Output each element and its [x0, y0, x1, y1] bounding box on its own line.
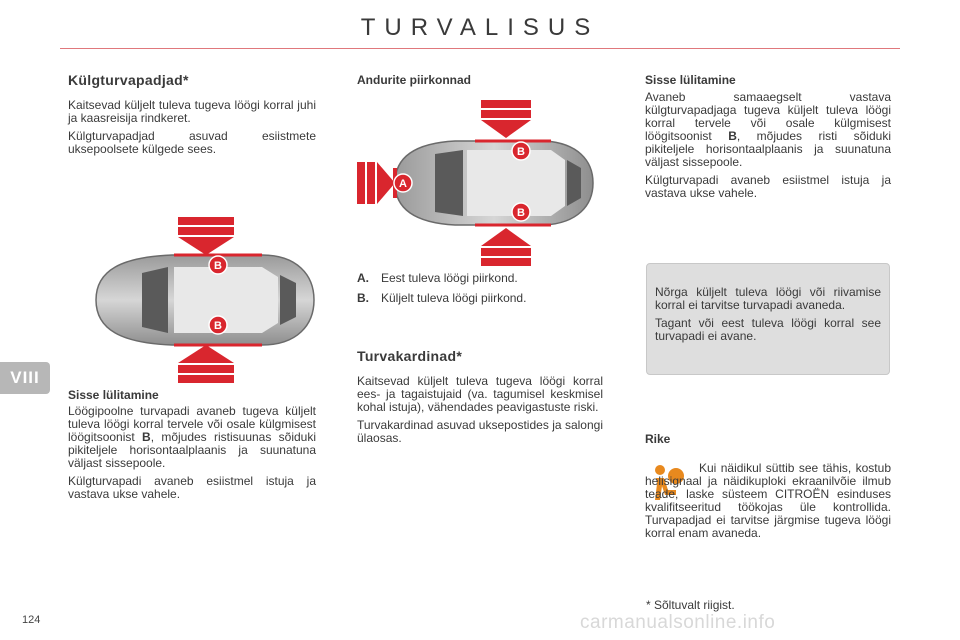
svg-text:B: B — [517, 146, 525, 158]
paragraph: Turvakardinad asuvad uksepostides ja salongi ülaosas. — [357, 418, 603, 445]
arrow-down-icon — [481, 100, 531, 138]
curtain-airbags-heading: Turvakardinad* — [357, 348, 463, 364]
legend-item: A. Eest tuleva löögi piirkond. — [357, 271, 518, 285]
zone-b-marker — [209, 256, 227, 274]
zone-b-marker — [209, 316, 227, 334]
curtain-activation-heading: Sisse lülitamine — [645, 73, 736, 87]
activation-text — [68, 405, 316, 506]
paragraph: Külgturvapadi avaneb esiistmel istuja ja vastava ukse vahele. — [68, 474, 316, 501]
side-airbags-text — [68, 99, 316, 161]
paragraph: Külgturvapadjad asuvad esiistmete uksepoolsete külgede sees. — [68, 129, 316, 156]
svg-text:A: A — [399, 178, 407, 190]
note-box — [646, 263, 890, 375]
curtain-activation-text — [645, 91, 891, 205]
car-top-view — [96, 255, 314, 345]
paragraph: Kaitsevad küljelt tuleva tugeva löögi korral ees- ja tagaistujaid (va. tagumisel keskmisel kohal istuja), vähendades peavigastuste riski. — [357, 374, 603, 414]
zone-legend — [357, 270, 607, 306]
zone-b-marker — [512, 142, 530, 160]
fault-heading: Rike — [645, 432, 671, 446]
fault-text — [645, 462, 891, 545]
zone-a-marker — [394, 174, 412, 192]
side-impact-diagram — [82, 215, 322, 385]
arrow-right-icon — [357, 162, 395, 204]
chapter-tab: VIII — [0, 362, 50, 394]
arrow-down-icon — [178, 217, 234, 255]
legend-item: B. Küljelt tuleva löögi piirkond. — [357, 291, 527, 305]
watermark: carmanualsonline.info — [580, 612, 776, 633]
arrow-up-icon — [481, 228, 531, 266]
curtain-airbags-text — [357, 375, 603, 450]
paragraph: Avaneb samaaegselt vastava külgturvapadjaga tugeva küljelt tuleva löögi korral tervele või osale külgmisest löögitsoonist B, mõjudes risti sõiduki pikiteljele horisontaalplaanis ja suunatuna väljast sissepoole. — [645, 90, 891, 169]
sensor-zones-diagram — [355, 98, 595, 268]
zone-b-marker — [512, 203, 530, 221]
car-top-view — [395, 141, 593, 225]
paragraph: Kui näidikul süttib see tähis, kostub helisignaal ja näidikuploki ekraanilvõie ilmub teade, laske süsteem CITROËN esinduses kvalifitseeritud töökojas üle kontrollida. Turvapadjad ei tarvitse järgmise tugeva löögi korral enam avaneda. — [645, 461, 891, 540]
title-divider — [60, 48, 900, 49]
paragraph: Tagant või eest tuleva löögi korral see turvapadi ei avane. — [655, 316, 881, 343]
paragraph: Külgturvapadi avaneb esiistmel istuja ja vastava ukse vahele. — [645, 173, 891, 200]
activation-heading: Sisse lülitamine — [68, 388, 159, 402]
page-title: TURVALISUS — [360, 14, 600, 41]
svg-text:B: B — [214, 260, 222, 272]
sensor-zones-heading: Andurite piirkonnad — [357, 73, 471, 87]
svg-text:B: B — [214, 320, 222, 332]
paragraph: Nõrga küljelt tuleva löögi või riivamise korral ei tarvitse turvapadi avaneda. — [655, 285, 881, 312]
paragraph: Löögipoolne turvapadi avaneb tugeva küljelt tuleva löögi korral tervele või osale külgmisest löögitsoonist B, mõjudes ristisuunas sõiduki pikiteljele horisontaalplaanis ja suunatuna väljast sissepoole. — [68, 404, 316, 470]
svg-text:B: B — [517, 207, 525, 219]
paragraph: Kaitsevad küljelt tuleva tugeva löögi korral juhi ja kaasreisija rindkeret. — [68, 98, 316, 125]
side-airbags-heading: Külgturvapadjad* — [68, 72, 189, 88]
footnote: * Sõltuvalt riigist. — [646, 598, 735, 612]
page-number: 124 — [22, 614, 41, 626]
arrow-up-icon — [178, 345, 234, 383]
